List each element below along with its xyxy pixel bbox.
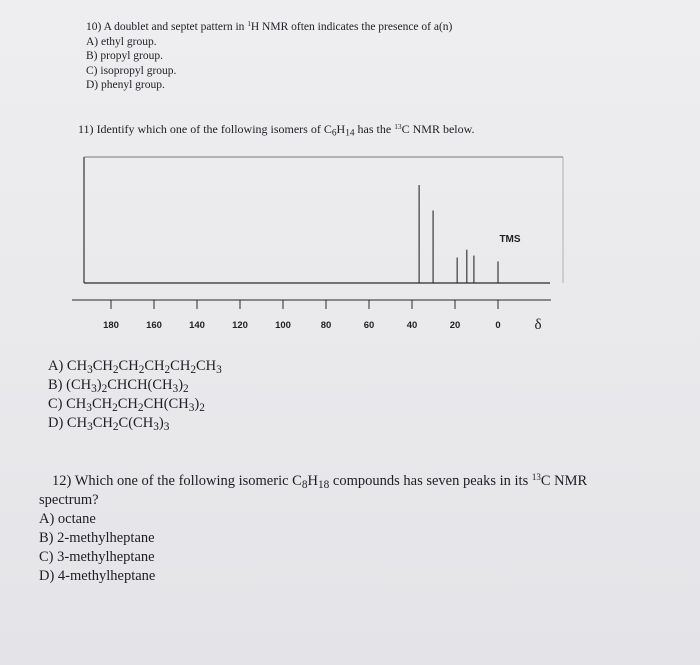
nucleus-superscript: 13 [394, 121, 402, 131]
formula-subscript: 3 [172, 382, 179, 395]
x-tick-label: 100 [275, 320, 291, 331]
formula-text: CH [117, 396, 138, 412]
formula-text: D) CH [48, 415, 88, 431]
formula-subscript: 2 [190, 363, 196, 376]
formula-text: CH [92, 415, 113, 431]
question-12 [39, 472, 679, 586]
stem-text: compounds has seven peaks in its [329, 473, 532, 489]
formula-subscript: 3 [91, 382, 97, 395]
formula-subscript: 2 [183, 382, 189, 395]
formula-subscript: 2 [164, 363, 171, 376]
formula-subscript: 6 [331, 128, 337, 139]
stem-text: C NMR below. [401, 122, 475, 136]
formula-subscript: 2 [112, 401, 118, 414]
formula-text: CHCH(CH [107, 377, 173, 393]
stem-text: H NMR often indicates the presence of a(n) [250, 21, 453, 33]
question-10-stem [86, 20, 452, 35]
question-11-stem [78, 122, 475, 137]
formula-subscript: 2 [101, 382, 108, 395]
formula-subscript: 3 [188, 401, 195, 414]
formula-text: CH [170, 358, 191, 374]
question-number: 10) [86, 21, 102, 33]
option-a [48, 357, 222, 376]
ticks-group [103, 300, 501, 331]
formula-subscript: 2 [199, 401, 205, 414]
formula-text: ) [158, 415, 164, 431]
formula-text: CH [195, 358, 217, 374]
formula-text: CH [118, 358, 139, 374]
formula-text: CH [91, 396, 113, 412]
delta-axis-symbol: δ [534, 317, 542, 333]
tms-label: TMS [499, 234, 521, 245]
x-tick-label: 80 [320, 320, 332, 331]
nucleus-superscript: 1 [247, 20, 251, 29]
formula-subscript: 3 [87, 363, 93, 376]
formula-text: C(CH [118, 415, 154, 431]
formula-subscript: 14 [345, 128, 355, 139]
formula-subscript: 2 [138, 363, 145, 376]
formula-subscript: 3 [153, 420, 159, 433]
x-tick-label: 120 [232, 320, 248, 331]
question-number: 11) [78, 122, 94, 136]
option-b: B) propyl group. [86, 50, 163, 63]
stem-text: A doublet and septet pattern in [103, 21, 248, 33]
stem-text: Which one of the following isomeric C [74, 473, 302, 489]
formula-subscript: 3 [86, 401, 92, 414]
question-10 [86, 20, 452, 93]
formula-subscript: 3 [216, 363, 222, 376]
formula-text: ) [96, 377, 102, 393]
formula-text: H [307, 473, 318, 489]
peaks-group [419, 185, 498, 283]
formula-text: ) [194, 396, 200, 412]
formula-text: CH(CH [143, 396, 189, 412]
formula-text: B) (CH [48, 377, 92, 393]
option-a: A) octane [39, 511, 96, 527]
formula-text: A) CH [48, 358, 88, 374]
option-d: D) 4-methylheptane [39, 568, 156, 584]
x-tick-label: 0 [495, 320, 501, 331]
nmr-spectrum [58, 155, 568, 345]
x-tick-label: 160 [146, 320, 162, 331]
question-number: 12) [52, 473, 72, 489]
formula-subscript: 2 [137, 401, 144, 414]
formula-subscript: 18 [317, 478, 330, 491]
formula-text: ) [178, 377, 184, 393]
x-tick-label: 60 [363, 320, 375, 331]
formula-text: CH [144, 358, 165, 374]
formula-text: CH [92, 358, 113, 374]
stem-text: has the [354, 122, 395, 136]
option-c [48, 395, 222, 414]
nucleus-superscript: 13 [531, 472, 541, 483]
x-tick-label: 180 [103, 320, 119, 331]
x-tick-label: 140 [189, 320, 205, 331]
option-c: C) isopropyl group. [86, 64, 177, 77]
formula-text: C) CH [48, 396, 87, 412]
x-tick-label: 20 [449, 320, 461, 331]
formula-subscript: 2 [112, 363, 119, 376]
option-d [48, 414, 222, 433]
formula-subscript: 8 [301, 478, 308, 491]
question-11-options [48, 357, 222, 433]
option-b [48, 376, 222, 395]
question-12-stem-line2: spectrum? [39, 492, 99, 508]
stem-text: C NMR [540, 473, 588, 489]
option-c: C) 3-methylheptane [39, 549, 155, 565]
stem-text: Identify which one of the following isomers of C [96, 122, 332, 136]
formula-subscript: 2 [112, 420, 119, 433]
option-b: B) 2-methylheptane [39, 530, 155, 546]
question-12-stem [39, 472, 679, 491]
x-tick-label: 40 [406, 320, 418, 331]
formula-subscript: 3 [87, 420, 93, 433]
option-a: A) ethyl group. [86, 35, 157, 48]
option-d: D) phenyl group. [86, 79, 165, 92]
formula-subscript: 3 [163, 420, 170, 433]
formula-text: H [336, 122, 346, 136]
